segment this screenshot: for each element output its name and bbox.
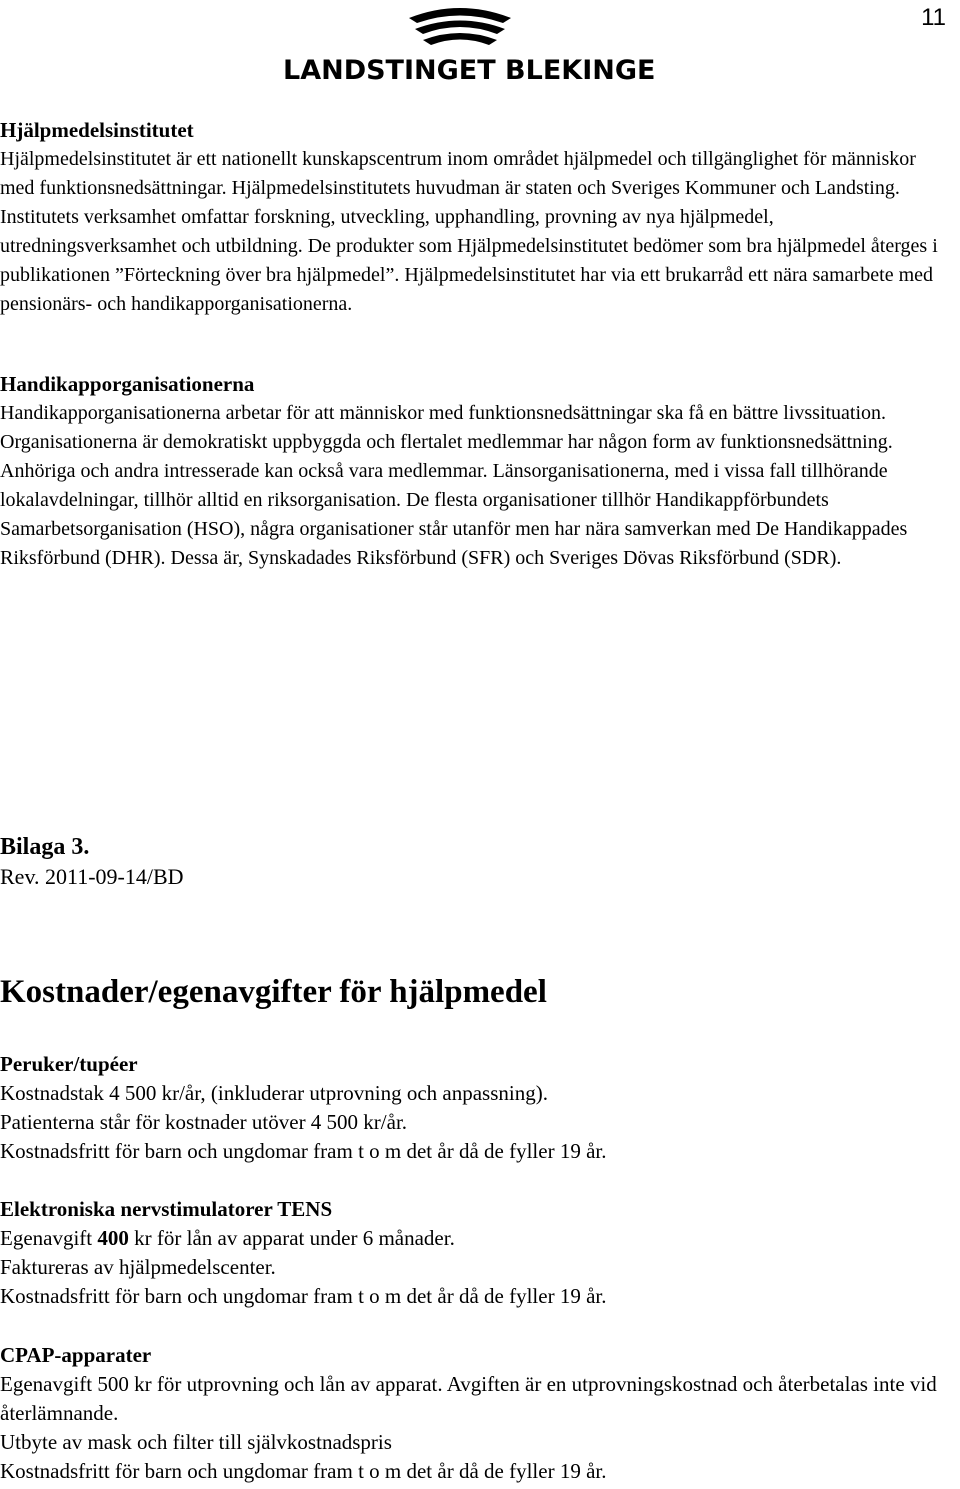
section-heading: Hjälpmedelsinstitutet	[0, 118, 194, 142]
page-number: 11	[921, 4, 946, 31]
appendix-header	[0, 832, 955, 892]
item-line: Kostnadsfritt för barn och ungdomar fram t o m det år då de fyller 19 år.	[0, 1459, 607, 1483]
item-heading: Peruker/tupéer	[0, 1052, 138, 1076]
item-line: Faktureras av hjälpmedelscenter.	[0, 1255, 276, 1279]
section-heading: Handikapporganisationerna	[0, 372, 255, 396]
section-hjalpmedelsinstitutet	[0, 116, 955, 319]
logo-text: LANDSTINGET BLEKINGE	[283, 55, 656, 86]
item-tens	[0, 1195, 955, 1311]
section-handikapporganisationerna	[0, 370, 955, 573]
item-line: Egenavgift 500 kr för utprovning och lån av apparat. Avgiften är en utprovningskostnad och återbetalas inte vid återlämnande.	[0, 1372, 937, 1425]
item-cpap	[0, 1341, 955, 1486]
item-heading: CPAP-apparater	[0, 1343, 152, 1367]
item-line: Kostnadsfritt för barn och ungdomar fram t o m det år då de fyller 19 år.	[0, 1284, 607, 1308]
revision-label: Rev. 2011-09-14/BD	[0, 864, 184, 889]
landstinget-blekinge-logo	[283, 4, 656, 90]
ship-emblem-icon	[405, 4, 515, 50]
appendix-title: Bilaga 3.	[0, 834, 90, 860]
item-line	[0, 1224, 955, 1253]
item-line: Utbyte av mask och filter till självkostnadspris	[0, 1430, 392, 1454]
item-heading: Elektroniska nervstimulatorer TENS	[0, 1197, 333, 1221]
section-body: Handikapporganisationerna arbetar för att människor med funktionsnedsättningar ska få en bättre livssituation. Organisationerna är demokratiskt uppbyggda och flertalet medlemmar har någon form av funktionsnedsättning. Anhöriga och andra intresserade kan också vara medlemmar. Länsorganisationerna, med i vissa fall tillhörande lokalavdelningar, tillhör alltid en riksorganisation. De flesta organisationer tillhör Handikappförbundets Samarbetsorganisation (HSO), några organisationer står utanför men har nära samverkan med De Handikappades Riksförbund (DHR). Dessa är, Synskadades Riksförbund (SFR) och Sveriges Dövas Riksförbund (SDR).	[0, 402, 908, 569]
item-line: Kostnadsfritt för barn och ungdomar fram t o m det år då de fyller 19 år.	[0, 1139, 607, 1163]
fee-suffix: kr för lån av apparat under 6 månader.	[128, 1226, 455, 1250]
fee-amount: 400	[97, 1226, 129, 1250]
item-peruker	[0, 1050, 955, 1166]
item-line: Kostnadstak 4 500 kr/år, (inkluderar utprovning och anpassning).	[0, 1081, 548, 1105]
section-body: Hjälpmedelsinstitutet är ett nationellt kunskapscentrum inom området hjälpmedel och tillgänglighet för människor med funktionsnedsättningar. Hjälpmedelsinstitutets huvudman är staten och Sveriges Kommuner och Landsting. Institutets verksamhet omfattar forskning, utveckling, upphandling, provning av nya hjälpmedel, utredningsverksamhet och utbildning. De produkter som Hjälpmedelsinstitutet bedömer som bra hjälpmedel återges i publikationen ”Förteckning över bra hjälpmedel”. Hjälpmedelsinstitutet har via ett brukarråd ett nära samarbete med pensionärs- och handikapporganisationerna.	[0, 148, 938, 315]
item-line: Patienterna står för kostnader utöver 4 500 kr/år.	[0, 1110, 408, 1134]
page-title: Kostnader/egenavgifter för hjälpmedel	[0, 974, 547, 1010]
fee-prefix: Egenavgift	[0, 1226, 98, 1250]
